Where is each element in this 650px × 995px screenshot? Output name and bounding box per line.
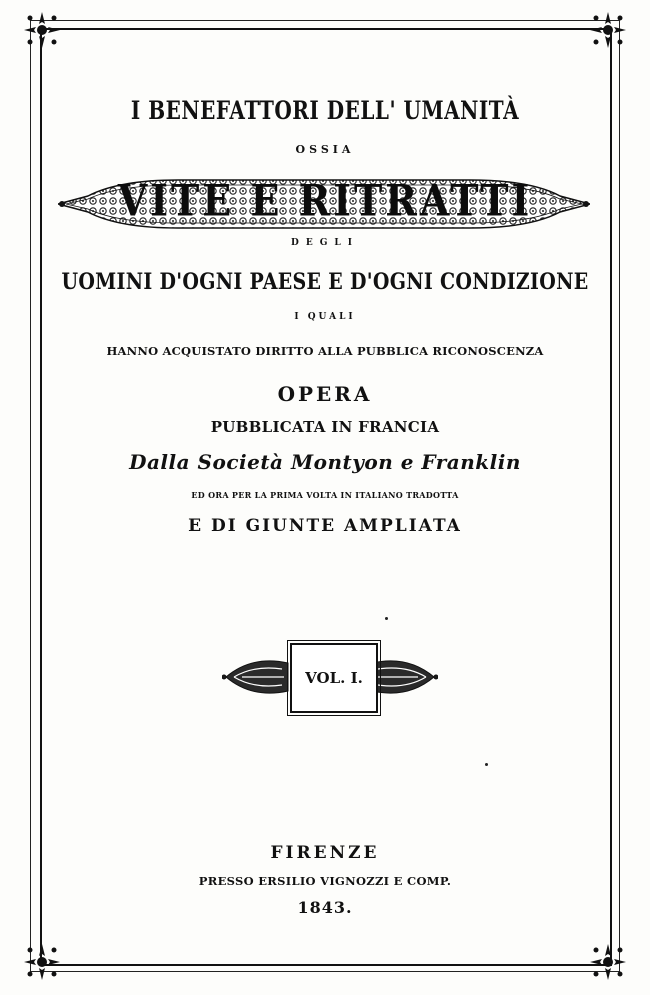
- corner-ornament-icon: [22, 10, 62, 50]
- corner-ornament-icon: [588, 942, 628, 982]
- i-quali-label: I QUALI: [294, 312, 356, 322]
- translation-note: ED ORA PER LA PRIMA VOLTA IN ITALIANO TRADOTTA: [191, 490, 459, 500]
- giunte-line: E DI GIUNTE AMPLIATA: [188, 516, 462, 536]
- city-label: FIRENZE: [270, 843, 380, 863]
- ink-speck: [485, 763, 488, 766]
- subtitle-hanno: HANNO ACQUISTATO DIRITTO ALLA PUBBLICA RICONOSCENZA: [106, 344, 544, 358]
- pubblicata-line: PUBBLICATA IN FRANCIA: [210, 418, 440, 436]
- volume-label: VOL. I.: [305, 669, 363, 687]
- publisher-label: PRESSO ERSILIO VIGNOZZI E COMP.: [198, 874, 452, 888]
- corner-ornament-icon: [588, 10, 628, 50]
- corner-ornament-icon: [22, 942, 62, 982]
- main-title: VITE E RITRATTI: [117, 175, 533, 226]
- degli-label: DEGLI: [291, 238, 359, 248]
- societa-line: Dalla Società Montyon e Franklin: [129, 450, 521, 474]
- volume-cartouche: [222, 637, 438, 717]
- year-label: 1843.: [297, 898, 353, 917]
- volume-box: [290, 643, 378, 713]
- series-title: I BENEFATTORI DELL' UMANITÀ: [130, 95, 520, 125]
- ink-speck: [385, 617, 388, 620]
- ossia-label: OSSIA: [295, 143, 355, 156]
- subtitle-uomini: UOMINI D'OGNI PAESE E D'OGNI CONDIZIONE: [61, 268, 589, 296]
- opera-label: OPERA: [277, 382, 373, 406]
